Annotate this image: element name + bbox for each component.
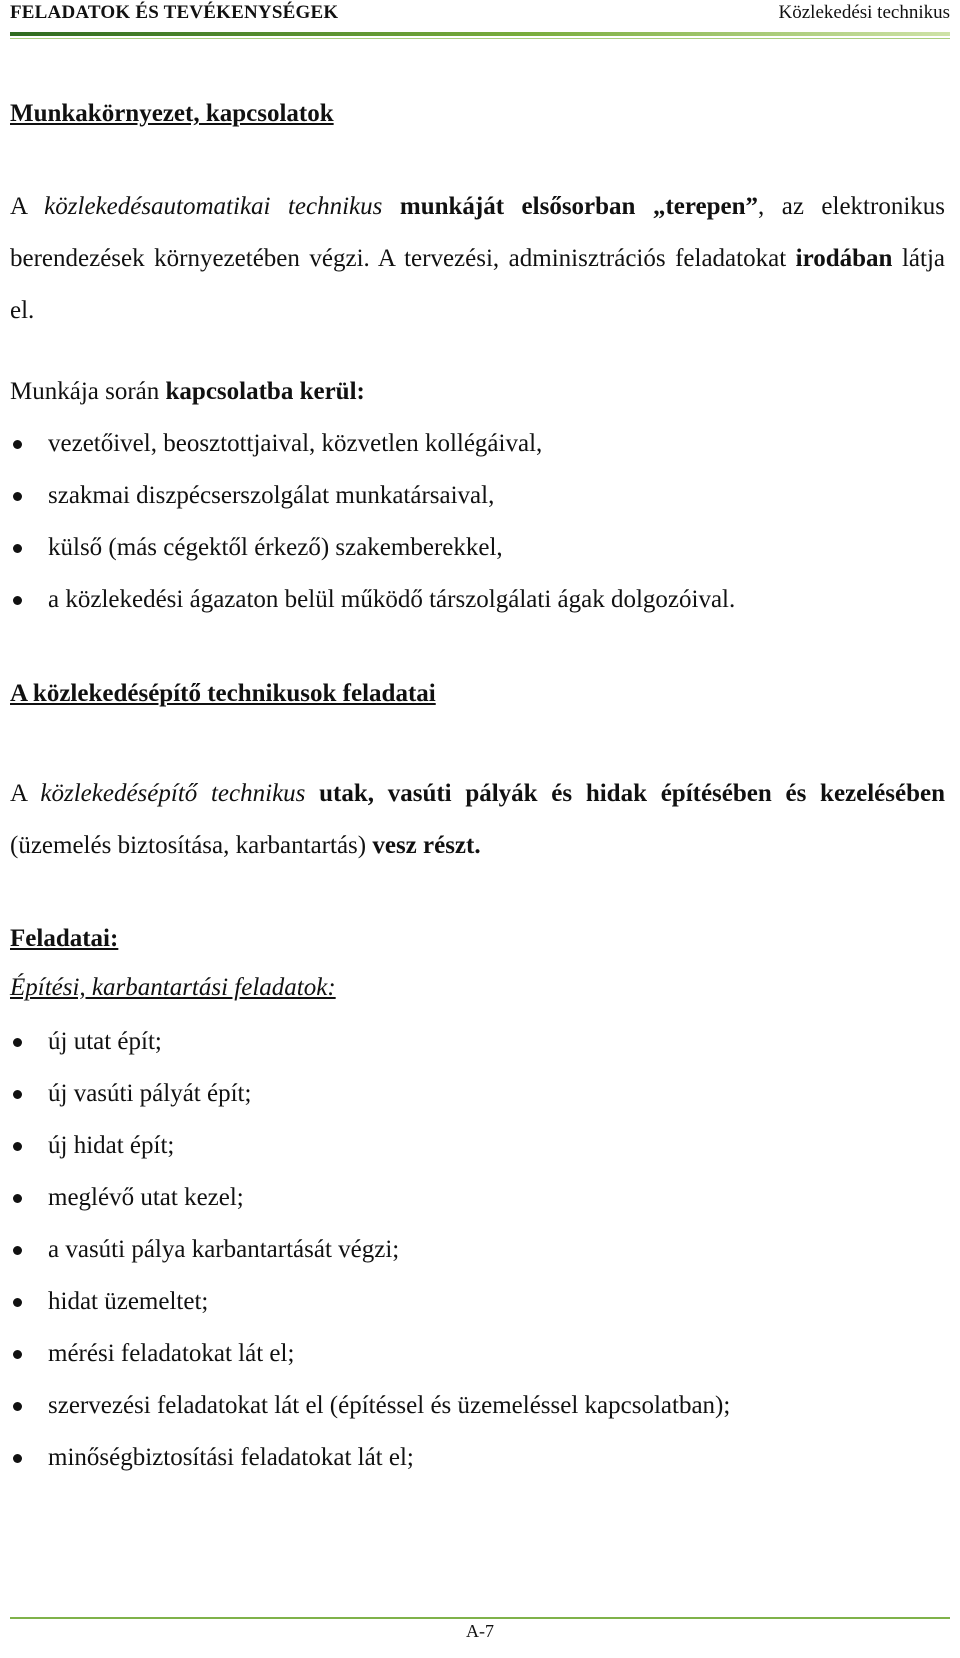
p1-office: irodában [795,245,893,272]
bullet-icon [13,544,22,553]
list-item: a közlekedési ágazaton belül működő társzolgálati ágak dolgozóival. [10,574,945,626]
subheading-epitesi: Építési, karbantartási feladatok: [10,974,336,1001]
p1-end: látja el. [10,245,946,324]
heading-kozlekedesepito: A közlekedésépítő technikusok feladatai [10,680,436,707]
header-left-title: FELADATOK ÉS TEVÉKENYSÉGEK [10,2,339,23]
paragraph-contacts-intro [10,366,945,418]
list-item: minőségbiztosítási feladatokat lát el; [10,1432,945,1484]
heading-munkakornyezet: Munkakörnyezet, kapcsolatok [10,100,334,127]
paragraph-builder-technician [10,768,945,872]
bullet-icon [13,1402,22,1411]
paragraph-work-environment [10,181,945,337]
page-footer [10,1617,950,1642]
list-item: hidat üzemeltet; [10,1276,945,1328]
p3-bold-scope: utak, vasúti pályák és hidak építésében és kezelésében [319,780,945,807]
list-item: szervezési feladatokat lát el (építéssel és üzemeléssel kapcsolatban); [10,1380,945,1432]
p3-a: A [10,780,27,807]
heading-feladatai: Feladatai: [10,925,119,952]
list-item: vezetőivel, beosztottjaival, közvetlen kollégáival, [10,418,945,470]
p3-job-title: közlekedésépítő technikus [40,780,306,807]
bullet-icon [13,1142,22,1151]
header-rule [10,32,950,36]
tasks-list [10,1016,945,1484]
p2-contact: kapcsolatba kerül: [165,378,365,405]
bullet-icon [13,1454,22,1463]
p1-job-title: közlekedésautomatikai technikus [44,193,383,220]
p1-a: A [10,193,27,220]
bullet-icon [13,492,22,501]
p2-a: Munkája során [10,378,160,405]
list-item: új utat épít; [10,1016,945,1068]
list-item: meglévő utat kezel; [10,1172,945,1224]
p1-bold-work: munkáját elsősorban [399,193,636,220]
p3-paren: (üzemelés biztosítása, karbantartás) [10,832,367,859]
list-item: a vasúti pálya karbantartását végzi; [10,1224,945,1276]
bullet-icon [13,1194,22,1203]
bullet-icon [13,1038,22,1047]
list-item: új hidat épít; [10,1120,945,1172]
page-header [10,2,950,28]
bullet-icon [13,1350,22,1359]
list-item: új vasúti pályát épít; [10,1068,945,1120]
bullet-icon [13,440,22,449]
bullet-icon [13,1246,22,1255]
bullet-icon [13,1298,22,1307]
header-rule-thin [10,38,950,39]
header-right-title: Közlekedési technikus [778,2,950,23]
p1-terrain: „terepen” [652,193,759,220]
bullet-icon [13,596,22,605]
p1-text: , az elektronikus berendezések környezetében végzi. A tervezési, adminisztrációs feladatokat [10,193,946,272]
list-item: külső (más cégektől érkező) szakemberekkel, [10,522,945,574]
bullet-icon [13,1090,22,1099]
list-item: mérési feladatokat lát el; [10,1328,945,1380]
p3-end: vesz részt. [372,832,481,859]
page-number: A-7 [466,1621,494,1641]
list-item: szakmai diszpécserszolgálat munkatársaival, [10,470,945,522]
contacts-list [10,418,945,626]
